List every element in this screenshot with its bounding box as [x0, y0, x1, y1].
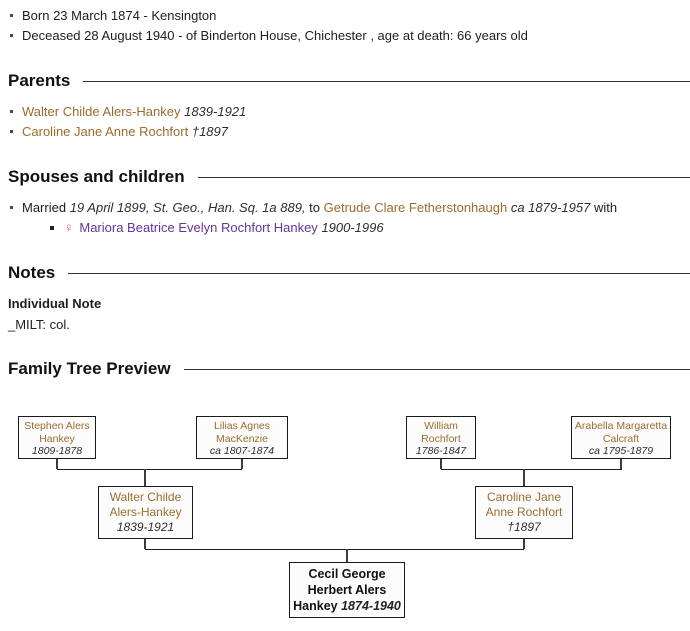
tree-connector-line	[57, 469, 242, 470]
mother-link[interactable]: Caroline Jane Anne Rochfort	[22, 124, 189, 139]
spouse-link[interactable]: Getrude Clare Fetherstonhaugh	[323, 200, 508, 215]
bullet-icon	[10, 110, 13, 113]
child-link[interactable]: Mariora Beatrice Evelyn Rochfort Hankey	[79, 220, 318, 235]
tree-dates: 1839-1921	[116, 520, 175, 534]
notes-section-header	[8, 263, 690, 283]
tree-connector-line	[145, 549, 524, 550]
tree-heading: Family Tree Preview	[8, 359, 171, 378]
mother-dates: †1897	[191, 124, 228, 139]
tree-connector-line	[440, 459, 442, 469]
bullet-icon	[50, 226, 54, 230]
tree-dates: 1809-1878	[31, 445, 83, 457]
spouses-heading: Spouses and children	[8, 167, 185, 186]
parent-row	[8, 102, 690, 122]
birth-line	[8, 6, 690, 26]
tree-connector-line	[346, 549, 348, 562]
tree-name-line: Cecil George	[308, 567, 386, 581]
spouse-dates: ca 1879-1957	[510, 200, 591, 215]
tree-name-line: Alers-Hankey	[109, 505, 182, 519]
tree-connector-line	[441, 469, 622, 470]
child-row	[48, 218, 690, 238]
tree-box-arabella-margaretta-calcraft[interactable]	[571, 416, 671, 459]
tree-name-line: Stephen Alers	[24, 420, 90, 432]
bullet-icon	[10, 130, 13, 133]
vitals-list	[8, 6, 690, 46]
father-link[interactable]: Walter Childe Alers-Hankey	[22, 104, 181, 119]
tree-name-line: William	[424, 420, 458, 432]
with-label: with	[593, 200, 618, 215]
death-text: Deceased 28 August 1940 - of Binderton House, Chichester , age at death: 66 years old	[22, 28, 528, 43]
tree-connector-line	[241, 459, 243, 469]
tree-name-line: Lilias Agnes	[213, 420, 271, 432]
tree-box-lilias-agnes-mackenzie[interactable]	[196, 416, 288, 459]
spouses-section-header	[8, 167, 690, 187]
spouses-list	[8, 198, 690, 238]
tree-name-line: Calcraft	[602, 432, 640, 445]
to-label: to	[309, 200, 321, 215]
individual-note-subheading: Individual Note	[8, 296, 102, 311]
tree-connector-line	[523, 469, 525, 486]
family-tree-preview	[8, 409, 690, 631]
tree-dates: 1786-1847	[415, 445, 467, 457]
tree-dates: ca 1807-1874	[209, 445, 275, 457]
tree-dates: ca 1795-1879	[588, 445, 654, 457]
tree-connector-line	[523, 539, 525, 549]
tree-box-caroline-jane-anne-rochfort[interactable]	[475, 486, 573, 539]
tree-name-line: Arabella Margaretta	[574, 420, 668, 432]
tree-name-line: Caroline Jane	[486, 490, 562, 504]
tree-dates: †1897	[507, 520, 541, 534]
tree-connector-line	[56, 459, 58, 469]
tree-connector-line	[144, 469, 146, 486]
parents-heading: Parents	[8, 71, 71, 90]
individual-note-text: _MILT: col.	[8, 317, 70, 332]
tree-box-walter-childe-alers-hankey[interactable]	[98, 486, 193, 539]
tree-name: Hankey	[293, 599, 338, 613]
tree-connector-line	[620, 459, 622, 469]
heading-rule	[68, 273, 690, 274]
parents-list	[8, 102, 690, 142]
married-label: Married	[22, 200, 67, 215]
father-dates: 1839-1921	[184, 104, 247, 119]
female-gender-icon: ♀	[64, 220, 74, 235]
death-line	[8, 26, 690, 46]
tree-name-line	[292, 598, 402, 614]
parents-section-header	[8, 71, 690, 91]
tree-section-header	[8, 359, 690, 379]
tree-name-line: Herbert Alers	[307, 583, 387, 597]
tree-name-line: Rochfort	[421, 432, 461, 445]
heading-rule	[83, 81, 690, 82]
child-dates: 1900-1996	[321, 220, 384, 235]
bullet-icon	[10, 14, 13, 17]
marriage-details: 19 April 1899, St. Geo., Han. Sq. 1a 889,	[69, 200, 306, 215]
tree-box-william-rochfort[interactable]	[406, 416, 476, 459]
tree-box-cecil-george-herbert-alers-hankey	[289, 562, 405, 618]
heading-rule	[198, 177, 690, 178]
tree-name-line: Walter Childe	[109, 490, 182, 504]
tree-dates: 1874-1940	[341, 599, 401, 613]
tree-name-line: Hankey	[39, 432, 75, 445]
tree-box-stephen-alers-hankey[interactable]	[18, 416, 96, 459]
bullet-icon	[10, 34, 13, 37]
tree-name-line: Anne Rochfort	[485, 505, 563, 519]
marriage-row	[8, 198, 690, 218]
tree-name-line: MacKenzie	[216, 432, 268, 445]
heading-rule	[184, 369, 690, 370]
birth-text: Born 23 March 1874 - Kensington	[22, 8, 217, 23]
tree-connector-line	[144, 539, 146, 549]
bullet-icon	[10, 206, 13, 209]
parent-row	[8, 122, 690, 142]
notes-heading: Notes	[8, 263, 56, 282]
